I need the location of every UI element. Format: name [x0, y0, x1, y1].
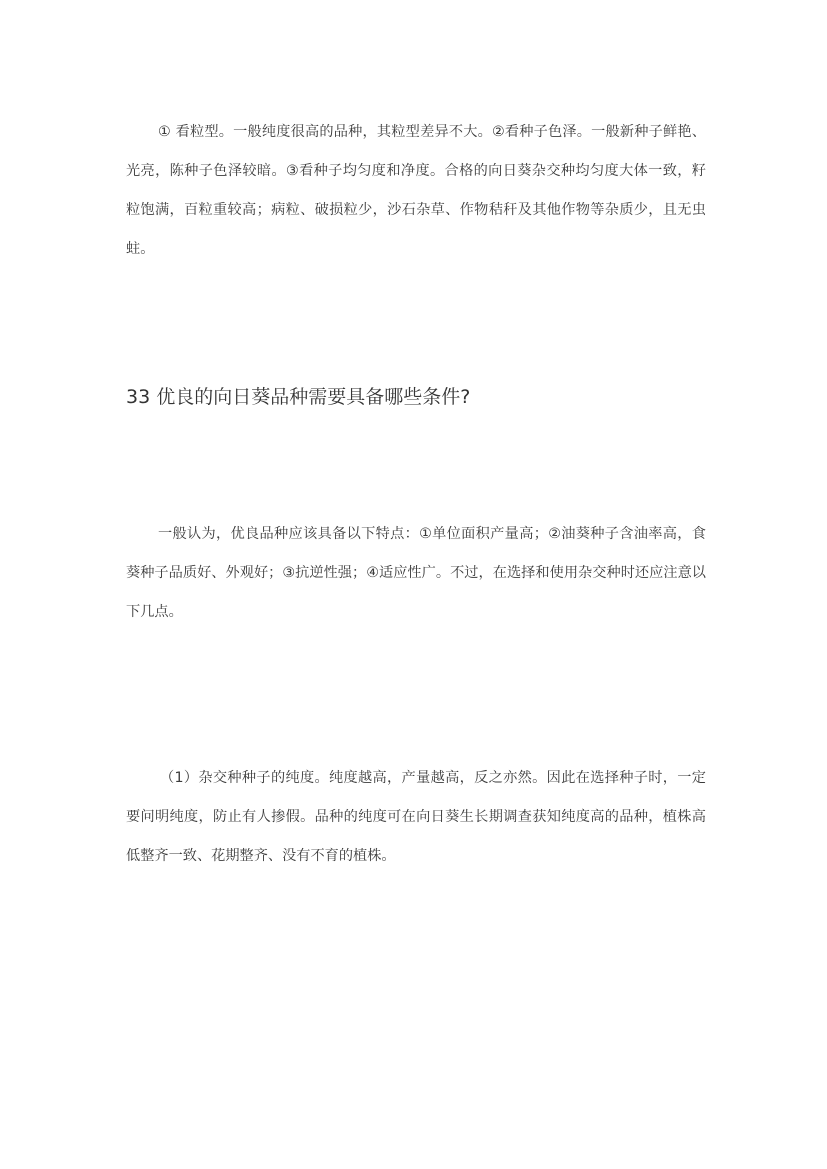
paragraph-variety-conditions: 一般认为，优良品种应该具备以下特点：①单位面积产量高；②油葵种子含油率高，食葵种子品质好、外观好；③抗逆性强；④适应性广。不过，在选择和使用杂交种时还应注意以下几点。	[126, 526, 706, 620]
paragraph-hybrid-purity: （1）杂交种种子的纯度。纯度越高，产量越高，反之亦然。因此在选择种子时，一定要问明纯度，防止有人掺假。品种的纯度可在向日葵生长期调查获知纯度高的品种，植株高低整齐一致、花期整齐、没有不育的植株。	[126, 770, 706, 864]
section-heading: 33 优良的向日葵品种需要具备哪些条件?	[126, 386, 471, 408]
paragraph-seed-inspection: ① 看粒型。一般纯度很高的品种，其粒型差异不大。②看种子色泽。一般新种子鲜艳、光亮，陈种子色泽较暗。③看种子均匀度和净度。合格的向日葵杂交种均匀度大体一致，籽粒饱满，百粒重较高；病粒、破损粒少，沙石杂草、作物秸秆及其他作物等杂质少，且无虫蛀。	[126, 124, 706, 257]
